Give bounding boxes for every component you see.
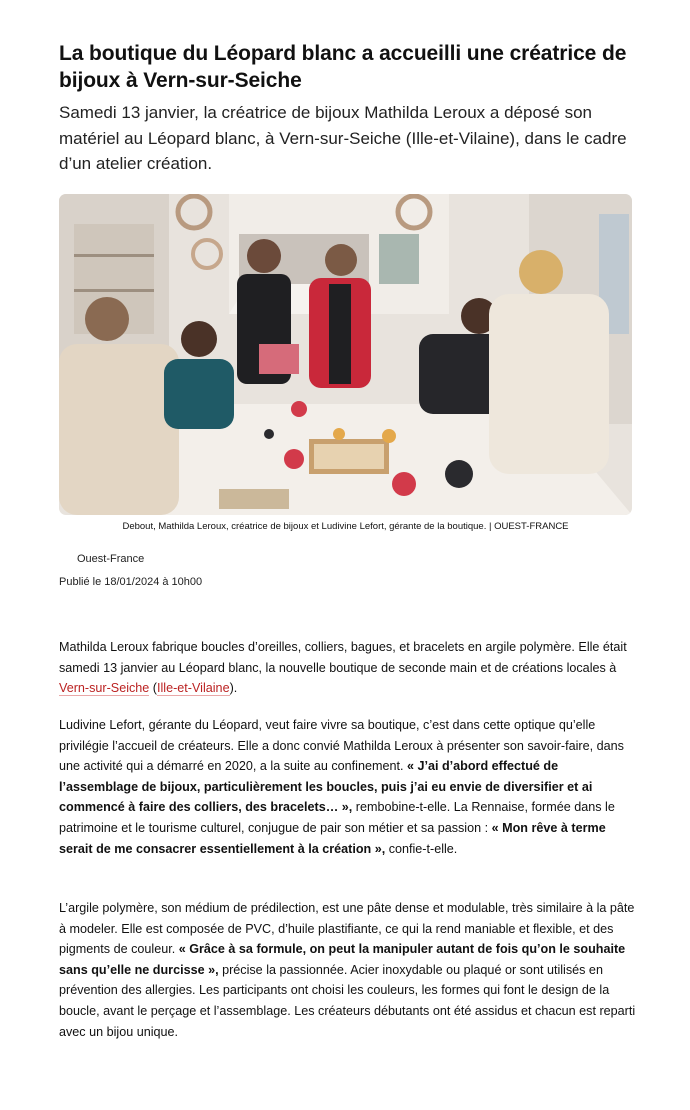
paragraph-1 (59, 637, 634, 699)
article-lead: Samedi 13 janvier, la créatrice de bijoux Mathilda Leroux a déposé son matériel au Léopard blanc, à Vern-sur-Seiche (Ille-et-Vilaine), dans le cadre d’un atelier création. (59, 103, 627, 173)
paragraph-1-text-b: ( (149, 681, 157, 696)
paragraph-3-text-b: précise la passionnée. Acier inoxydable ou plaqué or sont utilisés en prévention des allergies. Les participants ont choisi les couleurs, les formes qui font le design de la boucle, avant le perçage et l’assemblage. Les créateurs débutants ont été assidus et chacun est reparti avec un bijou unique. (59, 962, 636, 1039)
paragraph-1-text-a: Mathilda Leroux fabrique boucles d’oreilles, colliers, bagues, et bracelets en argile polymère. Elle était samedi 13 janvier au Léopard blanc, la nouvelle boutique de seconde main et de créations locales à (59, 640, 627, 675)
paragraph-3-quote: « Grâce à sa formule, on peut la manipuler autant de fois qu’on le souhaite sans qu’elle ne durcisse », (59, 942, 626, 977)
paragraph-2-text-b: rembobine-t-elle. La Rennaise, formée dans le patrimoine et le tourisme culturel, conjugue de pair son métier et sa passion : (59, 800, 615, 835)
paragraph-3 (59, 898, 637, 1042)
publish-date: Publié le 18/01/2024 à 10h00 (59, 576, 203, 588)
article-title: La boutique du Léopard blanc a accueilli une créatrice de bijoux à Vern-sur-Seiche (59, 42, 627, 92)
paragraph-3-text-a: L’argile polymère, son médium de prédilection, est une pâte dense et modulable, très similaire à la pâte à modeler. Elle est composée de PVC, d’huile plastifiante, ce qui la rend maniable et flexible, et des pigments de couleur. (59, 901, 635, 957)
paragraph-2-quote-2: « Mon rêve à terme serait de me consacrer essentiellement à la création », (59, 820, 606, 856)
paragraph-2 (59, 715, 639, 859)
paragraph-2-quote-1: « J’ai d’abord effectué de l’assemblage de bijoux, particulièrement les boucles, puis j’ai eu envie de diversifier et ai commencé à faire des colliers, des bracelets… », (59, 759, 593, 815)
paragraph-2-text-c: confie-t-elle. (385, 841, 458, 856)
paragraph-2-text-a: Ludivine Lefort, gérante du Léopard, veut faire vivre sa boutique, c’est dans cette optique qu’elle privilégie l’accueil de créateurs. Elle a donc convié Mathilda Leroux à présenter son savoir-faire, dans une activité qui a démarré en 2020, a la suite au confinement. (59, 718, 624, 774)
article-photo (59, 194, 632, 515)
link-ille-et-vilaine[interactable]: Ille-et-Vilaine (157, 681, 230, 696)
photo-caption: Debout, Mathilda Leroux, créatrice de bijoux et Ludivine Lefort, gérante de la boutique. | OUEST-FRANCE (122, 521, 569, 532)
paragraph-1-text-c: ). (229, 681, 238, 696)
source-label: Ouest-France (77, 553, 145, 565)
link-vern-sur-seiche[interactable]: Vern-sur-Seiche (59, 681, 150, 696)
